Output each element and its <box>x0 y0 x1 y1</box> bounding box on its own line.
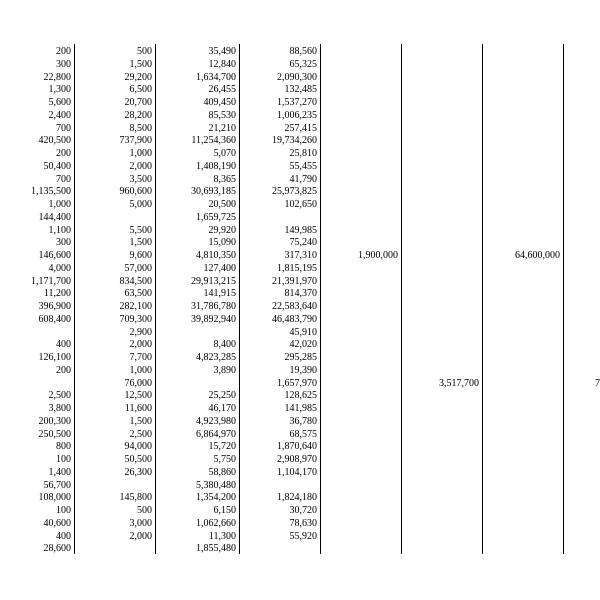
table-cell: 420,500 <box>38 135 71 147</box>
table-cell: 36,780 <box>289 415 317 427</box>
table-cell: 1,855,480 <box>196 543 236 555</box>
table-cell: 1,100 <box>48 224 71 236</box>
table-cell: 200 <box>56 46 71 57</box>
table-cell: 2,900 <box>129 326 152 338</box>
table-cell: 145,800 <box>119 492 152 504</box>
table-cell: 149,985 <box>284 224 317 236</box>
table-cell: 41,790 <box>289 173 317 185</box>
table-cell: 6,500 <box>129 84 152 96</box>
table-cell: 28,600 <box>43 543 71 555</box>
table-cell: 56,700 <box>43 479 71 491</box>
table-cell: 282,100 <box>119 301 152 312</box>
table-cell: 25,973,825 <box>272 186 317 198</box>
table-cell: 1,870,640 <box>277 441 317 453</box>
table-cell: 2,500 <box>129 428 152 440</box>
table-cell: 2,908,970 <box>277 454 317 465</box>
table-cell: 21,391,970 <box>272 275 317 287</box>
table-cell: 3,800 <box>48 403 71 414</box>
table-cell: 1,500 <box>129 415 152 427</box>
table-cell: 146,600 <box>38 250 71 261</box>
table-cell: 1,000 <box>48 199 71 210</box>
table-cell: 57,000 <box>124 262 152 274</box>
table-cell: 9,600 <box>129 250 152 261</box>
table-cell: 2,400 <box>48 109 71 121</box>
table-cell: 1,006,235 <box>277 109 317 121</box>
table-cell: 3,517,700 <box>439 377 479 389</box>
table-cell: 11,600 <box>124 403 152 414</box>
table-cell: 1,354,200 <box>196 492 236 504</box>
table-cell: 500 <box>137 505 152 516</box>
table-cell: 64,600,000 <box>515 250 560 261</box>
table-cell: 500 <box>137 46 152 57</box>
table-cell: 20,500 <box>208 199 236 210</box>
table-cell: 709,300 <box>119 313 152 325</box>
table-cell: 295,285 <box>284 352 317 363</box>
table-cell: 25,250 <box>208 390 236 402</box>
table-cell: 1,900,000 <box>358 250 398 261</box>
table-cell: 2,500 <box>48 390 71 402</box>
table-cell: 4,823,285 <box>196 352 236 363</box>
table-cell: 1,537,270 <box>277 97 317 108</box>
table-cell: 63,500 <box>124 288 152 300</box>
table-cell: 5,500 <box>129 224 152 236</box>
table-cell: 396,900 <box>38 301 71 312</box>
table-cell: 1,408,190 <box>196 160 236 172</box>
table-cell: 78,630 <box>289 517 317 529</box>
table-cell: 100 <box>56 505 71 516</box>
table-cell: 141,915 <box>203 288 236 300</box>
table-cell: 19,390 <box>289 364 317 376</box>
table-cell: 11,200 <box>43 288 71 300</box>
column-divider <box>482 44 483 554</box>
table-cell: 50,500 <box>124 454 152 465</box>
table-cell: 58,860 <box>208 466 236 478</box>
table-cell: 5,000 <box>129 199 152 210</box>
table-cell: 85,530 <box>208 109 236 121</box>
table-cell: 7,700 <box>129 352 152 363</box>
table-cell: 700 <box>56 122 71 134</box>
table-cell: 1,000 <box>129 364 152 376</box>
table-cell: 737,900 <box>119 135 152 147</box>
table-cell: 1,400 <box>48 466 71 478</box>
table-cell: 5,750 <box>213 454 236 465</box>
table-cell: 400 <box>56 530 71 542</box>
table-cell: 1,815,195 <box>277 262 317 274</box>
table-cell: 5,380,480 <box>196 479 236 491</box>
table-cell: 1,634,700 <box>196 71 236 83</box>
table-cell: 2,000 <box>129 339 152 351</box>
table-cell: 28,200 <box>124 109 152 121</box>
table-cell: 317,310 <box>284 250 317 261</box>
table-cell: 2,090,300 <box>277 71 317 83</box>
table-cell: 960,600 <box>119 186 152 198</box>
table-cell: 100 <box>56 454 71 465</box>
table-cell: 94,000 <box>124 441 152 453</box>
table-cell: 128,625 <box>284 390 317 402</box>
table-cell: 257,415 <box>284 122 317 134</box>
table-cell: 75,240 <box>289 237 317 249</box>
table-cell: 400 <box>56 339 71 351</box>
table-cell: 4,923,980 <box>196 415 236 427</box>
table-cell: 200,300 <box>38 415 71 427</box>
table-cell: 1,824,180 <box>277 492 317 504</box>
table-cell: 1,135,500 <box>31 186 71 198</box>
table-cell: 46,170 <box>208 403 236 414</box>
table-cell: 300 <box>56 237 71 249</box>
table-cell: 1,657,970 <box>277 377 317 389</box>
table-cell: 11,300 <box>208 530 236 542</box>
table-cell: 1,104,170 <box>277 466 317 478</box>
table-cell: 50,400 <box>43 160 71 172</box>
table-cell: 12,840 <box>208 58 236 70</box>
table-cell: 22,583,640 <box>272 301 317 312</box>
table-cell: 300 <box>56 58 71 70</box>
table-cell: 4,810,350 <box>196 250 236 261</box>
table-cell: 30,693,185 <box>191 186 236 198</box>
table-cell: 700 <box>56 173 71 185</box>
table-cell: 25,810 <box>289 148 317 159</box>
table-cell: 834,500 <box>119 275 152 287</box>
table-cell: 8,400 <box>213 339 236 351</box>
table-cell: 19,734,260 <box>272 135 317 147</box>
table-cell: 814,370 <box>284 288 317 300</box>
table-cell: 21,210 <box>208 122 236 134</box>
table-cell: 35,490 <box>208 46 236 57</box>
table-cell: 250,500 <box>38 428 71 440</box>
column-divider <box>155 44 156 554</box>
table-cell: 5,600 <box>48 97 71 108</box>
table-cell: 200 <box>56 148 71 159</box>
table-cell: 6,150 <box>213 505 236 516</box>
table-cell: 2,000 <box>129 530 152 542</box>
table-cell: 40,600 <box>43 517 71 529</box>
table-cell: 45,910 <box>289 326 317 338</box>
table-cell: 4,000 <box>48 262 71 274</box>
column-divider <box>320 44 321 554</box>
table-cell: 1,062,660 <box>196 517 236 529</box>
table-cell: 1,000 <box>129 148 152 159</box>
table-cell: 127,400 <box>203 262 236 274</box>
table-cell: 7 <box>595 377 600 389</box>
table-cell: 1,500 <box>129 58 152 70</box>
table-cell: 3,000 <box>129 517 152 529</box>
table-cell: 6,864,970 <box>196 428 236 440</box>
column-divider <box>239 44 240 554</box>
table-cell: 409,450 <box>203 97 236 108</box>
table-cell: 31,786,780 <box>191 301 236 312</box>
table-cell: 22,800 <box>43 71 71 83</box>
table-cell: 55,920 <box>289 530 317 542</box>
table-cell: 30,720 <box>289 505 317 516</box>
column-divider <box>401 44 402 554</box>
table-cell: 29,200 <box>124 71 152 83</box>
table-cell: 2,000 <box>129 160 152 172</box>
table-cell: 141,985 <box>284 403 317 414</box>
table-cell: 8,365 <box>213 173 236 185</box>
table-cell: 11,254,360 <box>191 135 236 147</box>
table-cell: 46,483,790 <box>272 313 317 325</box>
table-cell: 102,650 <box>284 199 317 210</box>
table-cell: 3,890 <box>213 364 236 376</box>
table-cell: 26,455 <box>208 84 236 96</box>
table-cell: 26,300 <box>124 466 152 478</box>
table-cell: 132,485 <box>284 84 317 96</box>
table-cell: 800 <box>56 441 71 453</box>
table-cell: 29,920 <box>208 224 236 236</box>
table-cell: 3,500 <box>129 173 152 185</box>
table-cell: 1,500 <box>129 237 152 249</box>
table-cell: 55,455 <box>289 160 317 172</box>
column-divider <box>563 44 564 554</box>
table-cell: 39,892,940 <box>191 313 236 325</box>
table-cell: 12,500 <box>124 390 152 402</box>
table-cell: 200 <box>56 364 71 376</box>
table-cell: 88,560 <box>289 46 317 57</box>
table-cell: 1,300 <box>48 84 71 96</box>
table-cell: 144,400 <box>38 211 71 223</box>
table-cell: 15,090 <box>208 237 236 249</box>
table-cell: 8,500 <box>129 122 152 134</box>
table-cell: 42,020 <box>289 339 317 351</box>
table-cell: 29,913,215 <box>191 275 236 287</box>
table-cell: 68,575 <box>289 428 317 440</box>
table-cell: 65,325 <box>289 58 317 70</box>
table-cell: 1,659,725 <box>196 211 236 223</box>
column-divider <box>74 44 75 554</box>
table-cell: 15,720 <box>208 441 236 453</box>
table-cell: 5,070 <box>213 148 236 159</box>
table-cell: 126,100 <box>38 352 71 363</box>
table-cell: 20,700 <box>124 97 152 108</box>
table-cell: 108,000 <box>38 492 71 504</box>
table-cell: 76,000 <box>124 377 152 389</box>
table-cell: 608,400 <box>38 313 71 325</box>
table-cell: 1,171,700 <box>31 275 71 287</box>
